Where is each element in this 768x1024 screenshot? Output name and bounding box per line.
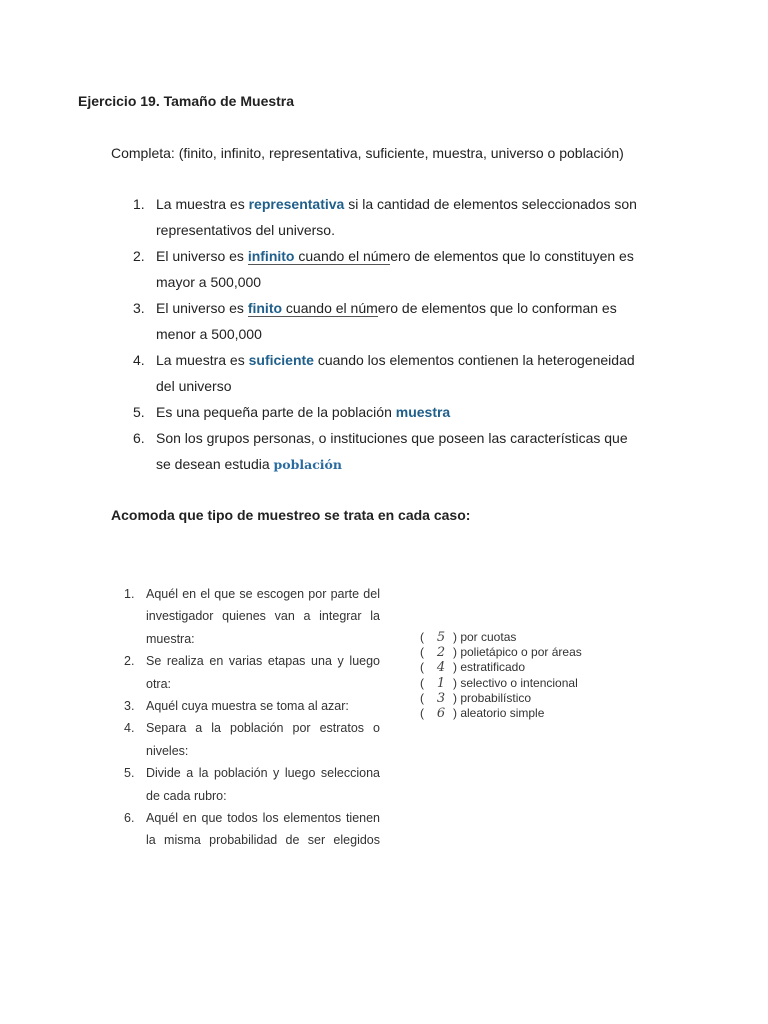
- case-text: Aquél en que todos los elementos tienen la misma probabilidad de ser elegidos: [146, 811, 380, 848]
- item-text-underlined: cuando el núm: [294, 248, 391, 264]
- item-text-after: ero de elementos que lo conforman es menor a 500,000: [156, 300, 617, 342]
- option-label: ) aleatorio simple: [453, 706, 545, 721]
- handwritten-answer: 2: [436, 645, 446, 661]
- option-label: ) por cuotas: [453, 630, 517, 644]
- section-title: Acomoda que tipo de muestreo se trata en cada caso:: [111, 507, 471, 523]
- list-item: [124, 717, 380, 762]
- item-number: 6.: [133, 430, 145, 446]
- item-text-before: Son los grupos personas, o instituciones que poseen las características que se desean estudia: [156, 430, 628, 472]
- exercise-title: Ejercicio 19. Tamaño de Muestra: [78, 93, 295, 109]
- sampling-type-options: [420, 630, 620, 721]
- handwritten-answer: 4: [436, 660, 446, 676]
- list-item: [124, 807, 380, 852]
- option-row: ( 5 ) por cuotas: [420, 630, 517, 645]
- list-item: [124, 762, 380, 807]
- list-item: [124, 583, 380, 650]
- item-number: 5.: [133, 404, 145, 420]
- list-item: [124, 695, 380, 717]
- item-number: 4.: [133, 352, 145, 368]
- item-number: 6.: [124, 811, 135, 826]
- option-label: ) selectivo o intencional: [453, 675, 578, 690]
- list-item: [124, 650, 380, 695]
- case-text: Aquél cuya muestra se toma al azar:: [146, 699, 349, 714]
- filled-answer: muestra: [395, 404, 451, 420]
- instructions-text: Completa: (finito, infinito, representativa, suficiente, muestra, universo o población): [111, 145, 624, 161]
- item-text-after: ero de elementos que lo constituyen es mayor a 500,000: [156, 248, 634, 290]
- item-number: 1.: [124, 587, 135, 601]
- item-text-before: Es una pequeña parte de la población: [156, 404, 396, 420]
- handwritten-answer: 3: [436, 690, 446, 706]
- fill-in-list: [111, 191, 641, 478]
- item-number: 3.: [124, 699, 135, 714]
- list-item: [111, 399, 641, 425]
- filled-answer: suficiente: [248, 352, 314, 368]
- sampling-cases-list: [124, 583, 380, 852]
- option-row: ( 3 ) probabilístico: [420, 690, 532, 706]
- handwritten-answer: 1: [436, 675, 446, 691]
- case-text: Divide a la población y luego selecciona de cada rubro:: [146, 766, 380, 803]
- item-text-before: La muestra es: [156, 196, 249, 212]
- item-number: 4.: [124, 721, 135, 736]
- filled-answer: finito: [247, 300, 283, 316]
- case-text: Separa a la población por estratos o niveles:: [146, 721, 380, 758]
- option-row: ( 2 ) polietápico o por áreas: [420, 645, 582, 661]
- item-text-before: La muestra es: [156, 352, 249, 368]
- list-item: [111, 295, 641, 347]
- item-text-before: El universo es: [156, 248, 248, 264]
- filled-answer: representativa: [248, 196, 345, 212]
- item-text-before: El universo es: [156, 300, 248, 316]
- item-number: 3.: [133, 300, 145, 316]
- item-number: 5.: [124, 766, 135, 781]
- list-item: [111, 425, 641, 478]
- item-number: 1.: [133, 196, 145, 212]
- item-text-underlined: cuando el núm: [282, 300, 378, 316]
- list-item: [111, 191, 641, 243]
- filled-answer: población: [273, 457, 342, 472]
- handwritten-answer: 5: [436, 630, 446, 645]
- option-label: ) estratificado: [453, 660, 526, 675]
- option-row: ( 6 ) aleatorio simple: [420, 706, 545, 722]
- item-text-after: si la cantidad de elementos seleccionados son representativos del universo.: [156, 196, 637, 238]
- item-number: 2.: [133, 248, 145, 264]
- option-row: ( 4 ) estratificado: [420, 660, 526, 676]
- filled-answer: infinito: [247, 248, 295, 264]
- handwritten-answer: 6: [436, 706, 446, 722]
- item-text-after: cuando los elementos contienen la heterogeneidad del universo: [156, 352, 635, 394]
- case-text: Se realiza en varias etapas una y luego otra:: [146, 654, 380, 691]
- list-item: [111, 347, 641, 399]
- item-number: 2.: [124, 654, 135, 669]
- case-text: Aquél en el que se escogen por parte del investigador quienes van a integrar la muestra:: [146, 587, 380, 646]
- option-row: ( 1 ) selectivo o intencional: [420, 675, 578, 691]
- option-label: ) polietápico o por áreas: [453, 645, 582, 660]
- list-item: [111, 243, 641, 295]
- option-label: ) probabilístico: [453, 690, 532, 705]
